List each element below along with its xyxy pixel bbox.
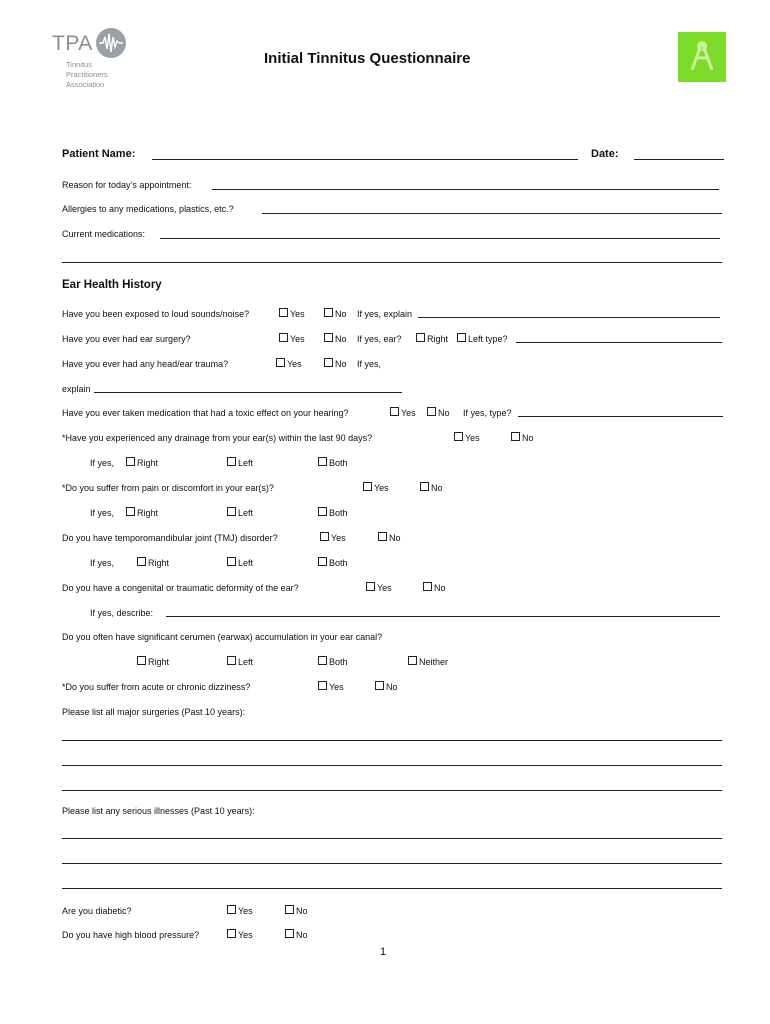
q4-no-checkbox[interactable]	[427, 407, 436, 416]
allergies-field[interactable]	[262, 213, 722, 214]
q14-text: Do you have high blood pressure?	[62, 930, 200, 940]
medications-field[interactable]	[160, 238, 720, 239]
q2-no-label: No	[335, 334, 347, 344]
q13-text: Are you diabetic?	[62, 906, 132, 916]
q7-text: Do you have temporomandibular joint (TMJ) disorder?	[62, 533, 278, 543]
q10-no-label: No	[386, 682, 398, 692]
q2-type-field[interactable]	[516, 342, 722, 343]
q3-no-checkbox[interactable]	[324, 358, 333, 367]
logo-sub-3: Association	[66, 80, 105, 89]
surgeries-line-1[interactable]	[62, 740, 722, 741]
q5-left-checkbox[interactable]	[227, 457, 236, 466]
q6-both-checkbox[interactable]	[318, 507, 327, 516]
q14-yes-checkbox[interactable]	[227, 929, 236, 938]
q5-yes-label: Yes	[465, 433, 480, 443]
q9-both-checkbox[interactable]	[318, 656, 327, 665]
q2-left-type-label: Left type?	[468, 334, 508, 344]
q4-yes-checkbox[interactable]	[390, 407, 399, 416]
q14-yes-label: Yes	[238, 930, 253, 940]
q7-both-label: Both	[329, 558, 348, 568]
q9-both-label: Both	[329, 657, 348, 667]
tpa-logo-icon	[96, 28, 126, 58]
q13-no-label: No	[296, 906, 308, 916]
q1-if-yes-label: If yes, explain	[357, 309, 413, 319]
q4-yes-label: Yes	[401, 408, 416, 418]
medications-label: Current medications:	[62, 229, 146, 239]
patient-name-field[interactable]	[152, 159, 578, 160]
q5-both-label: Both	[329, 458, 348, 468]
q6-right-checkbox[interactable]	[126, 507, 135, 516]
q14-no-checkbox[interactable]	[285, 929, 294, 938]
q7-left-checkbox[interactable]	[227, 557, 236, 566]
q5-if-yes-label: If yes,	[90, 458, 115, 468]
q1-no-label: No	[335, 309, 347, 319]
q5-right-checkbox[interactable]	[126, 457, 135, 466]
logo-sub-1: Tinnitus	[66, 60, 92, 69]
illnesses-line-1[interactable]	[62, 838, 722, 839]
q4-text: Have you ever taken medication that had a toxic effect on your hearing?	[62, 408, 349, 418]
q9-neither-label: Neither	[419, 657, 449, 667]
q6-if-yes-label: If yes,	[90, 508, 115, 518]
q1-yes-label: Yes	[290, 309, 305, 319]
date-field[interactable]	[634, 159, 724, 160]
q2-text: Have you ever had ear surgery?	[62, 334, 191, 344]
q6-text: *Do you suffer from pain or discomfort in your ear(s)?	[62, 483, 274, 493]
q9-right-checkbox[interactable]	[137, 656, 146, 665]
q7-yes-checkbox[interactable]	[320, 532, 329, 541]
q6-no-label: No	[431, 483, 443, 493]
q7-if-yes-label: If yes,	[90, 558, 115, 568]
surgeries-line-2[interactable]	[62, 765, 722, 766]
q9-left-label: Left	[238, 657, 254, 667]
q6-yes-label: Yes	[374, 483, 389, 493]
q3-text: Have you ever had any head/ear trauma?	[62, 359, 229, 369]
q3-explain-label: explain	[62, 384, 91, 394]
q9-right-label: Right	[148, 657, 170, 667]
q7-no-checkbox[interactable]	[378, 532, 387, 541]
section-title: Ear Health History	[62, 279, 162, 291]
q2-yes-checkbox[interactable]	[279, 333, 288, 342]
q7-left-label: Left	[238, 558, 254, 568]
q5-no-checkbox[interactable]	[511, 432, 520, 441]
q3-yes-label: Yes	[287, 359, 302, 369]
q3-if-yes-label: If yes,	[357, 359, 382, 369]
reason-label: Reason for today’s appointment:	[62, 180, 192, 190]
q13-no-checkbox[interactable]	[285, 905, 294, 914]
q8-no-label: No	[434, 583, 446, 593]
q7-right-checkbox[interactable]	[137, 557, 146, 566]
tpa-logo-text: TPA	[52, 32, 93, 55]
q4-if-yes-type-label: If yes, type?	[463, 408, 512, 418]
q13-yes-label: Yes	[238, 906, 253, 916]
q6-right-label: Right	[137, 508, 159, 518]
q11-text: Please list all major surgeries (Past 10 years):	[62, 707, 246, 717]
q13-yes-checkbox[interactable]	[227, 905, 236, 914]
surgeries-line-3[interactable]	[62, 790, 722, 791]
q12-text: Please list any serious illnesses (Past 10 years):	[62, 806, 255, 816]
badge-logo-icon	[678, 32, 726, 82]
q3-explain-field[interactable]	[94, 392, 402, 393]
patient-name-label: Patient Name:	[62, 148, 136, 160]
q2-yes-label: Yes	[290, 334, 305, 344]
page-number: 1	[380, 946, 387, 958]
q5-right-label: Right	[137, 458, 159, 468]
illnesses-line-3[interactable]	[62, 888, 722, 889]
q9-text: Do you often have significant cerumen (earwax) accumulation in your ear canal?	[62, 632, 383, 642]
q5-left-label: Left	[238, 458, 254, 468]
q10-yes-label: Yes	[329, 682, 344, 692]
q5-both-checkbox[interactable]	[318, 457, 327, 466]
q8-describe-field[interactable]	[166, 616, 720, 617]
q8-yes-label: Yes	[377, 583, 392, 593]
logo-sub-2: Practitioners	[66, 70, 108, 79]
q1-yes-checkbox[interactable]	[279, 308, 288, 317]
q1-text: Have you been exposed to loud sounds/noise?	[62, 309, 250, 319]
date-label: Date:	[591, 148, 619, 160]
q9-neither-checkbox[interactable]	[408, 656, 417, 665]
allergies-label: Allergies to any medications, plastics, etc.?	[62, 204, 234, 214]
q10-no-checkbox[interactable]	[375, 681, 384, 690]
q7-right-label: Right	[148, 558, 170, 568]
q1-explain-field[interactable]	[418, 317, 720, 318]
q3-yes-checkbox[interactable]	[276, 358, 285, 367]
q5-text: *Have you experienced any drainage from your ear(s) within the last 90 days?	[62, 433, 373, 443]
q9-left-checkbox[interactable]	[227, 656, 236, 665]
q6-left-checkbox[interactable]	[227, 507, 236, 516]
q1-no-checkbox[interactable]	[324, 308, 333, 317]
q7-yes-label: Yes	[331, 533, 346, 543]
q8-no-checkbox[interactable]	[423, 582, 432, 591]
reason-field[interactable]	[212, 189, 719, 190]
q14-no-label: No	[296, 930, 308, 940]
q3-no-label: No	[335, 359, 347, 369]
q5-yes-checkbox[interactable]	[454, 432, 463, 441]
q10-yes-checkbox[interactable]	[318, 681, 327, 690]
q7-both-checkbox[interactable]	[318, 557, 327, 566]
page-title: Initial Tinnitus Questionnaire	[264, 50, 471, 67]
q2-no-checkbox[interactable]	[324, 333, 333, 342]
medications-field-2[interactable]	[62, 262, 722, 263]
q6-no-checkbox[interactable]	[420, 482, 429, 491]
q7-no-label: No	[389, 533, 401, 543]
illnesses-line-2[interactable]	[62, 863, 722, 864]
q2-left-checkbox[interactable]	[457, 333, 466, 342]
q6-left-label: Left	[238, 508, 254, 518]
q5-no-label: No	[522, 433, 534, 443]
q10-text: *Do you suffer from acute or chronic dizziness?	[62, 682, 251, 692]
q4-type-field[interactable]	[518, 416, 723, 417]
q2-right-label: Right	[427, 334, 449, 344]
q6-yes-checkbox[interactable]	[363, 482, 372, 491]
q2-if-yes-ear-label: If yes, ear?	[357, 334, 402, 344]
q4-no-label: No	[438, 408, 450, 418]
q8-text: Do you have a congenital or traumatic deformity of the ear?	[62, 583, 299, 593]
q6-both-label: Both	[329, 508, 348, 518]
q8-if-yes-describe-label: If yes, describe:	[90, 608, 154, 618]
q8-yes-checkbox[interactable]	[366, 582, 375, 591]
q2-right-checkbox[interactable]	[416, 333, 425, 342]
